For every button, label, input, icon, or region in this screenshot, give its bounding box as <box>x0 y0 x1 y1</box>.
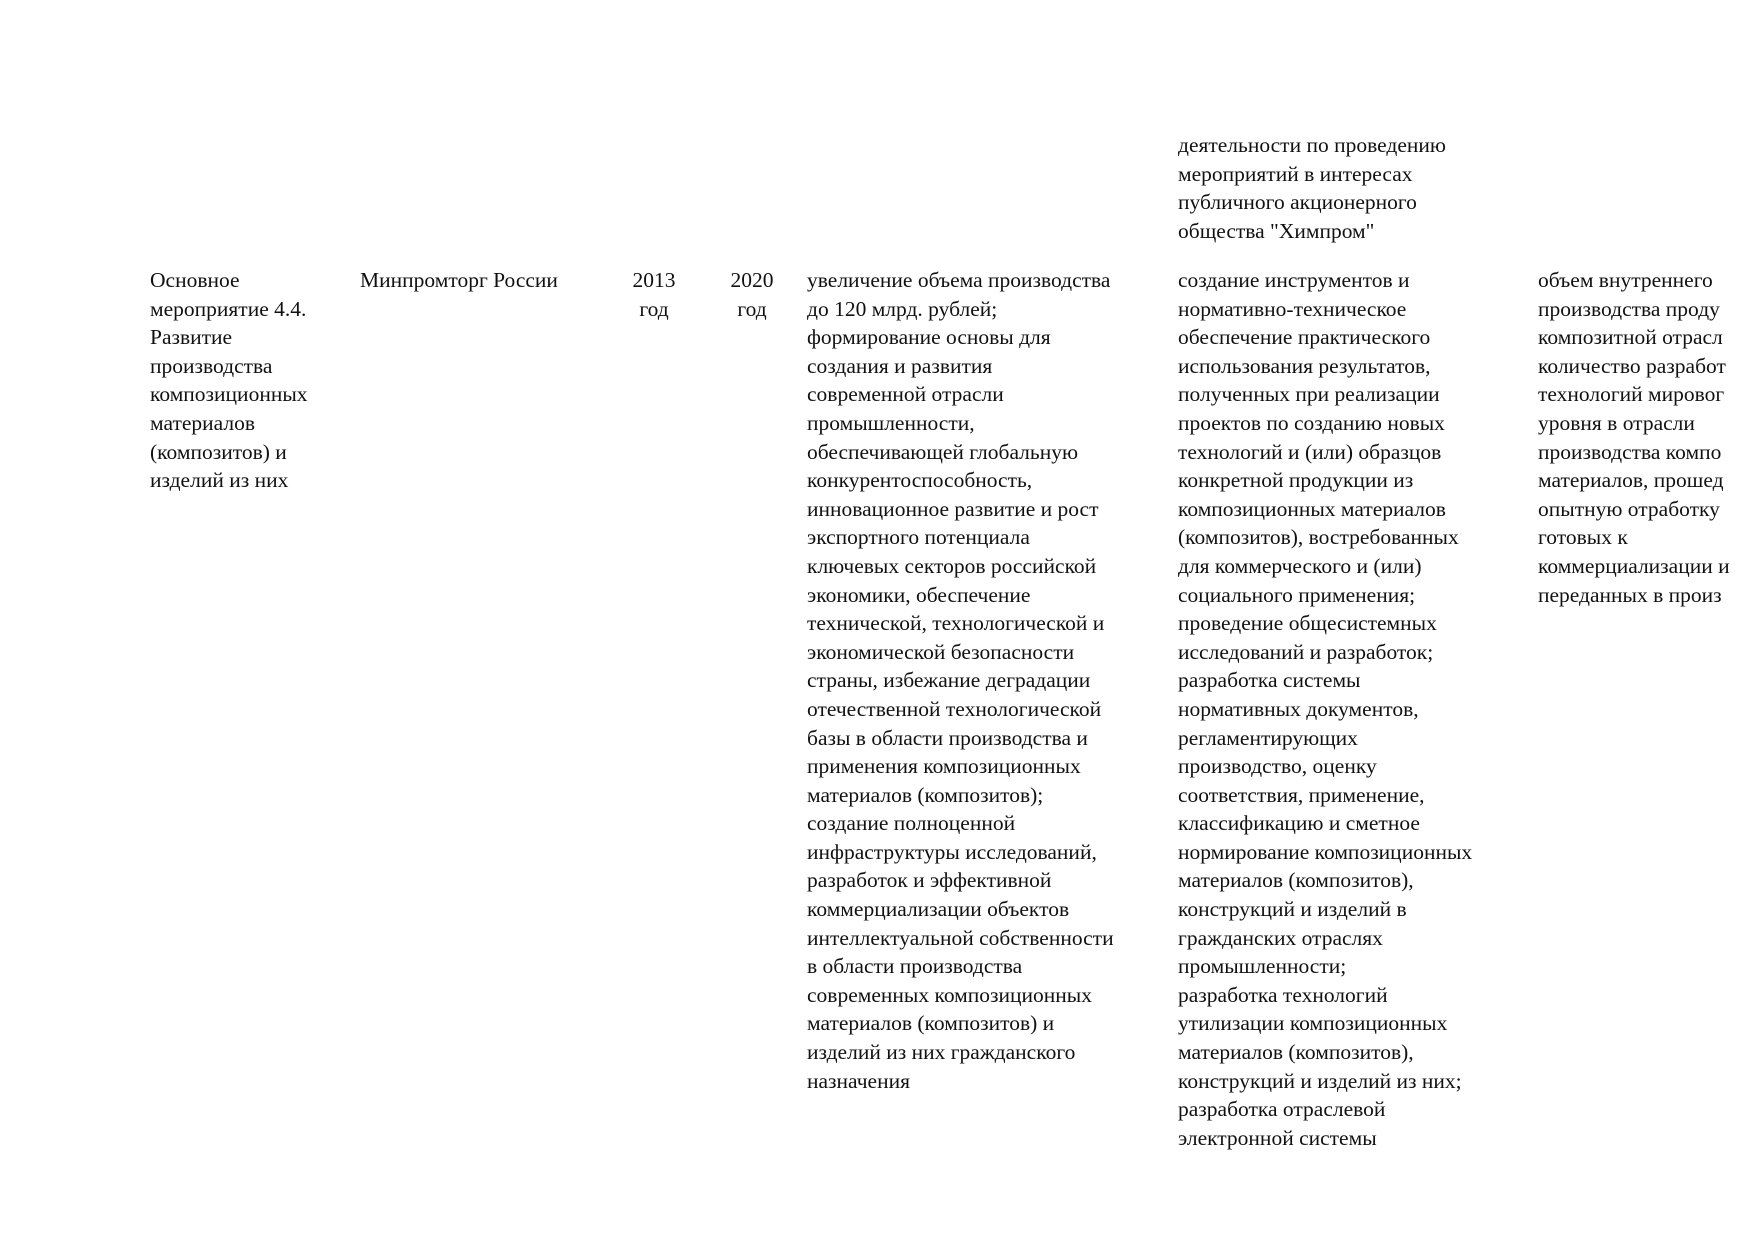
indicator-line: готовых к <box>1538 525 1628 550</box>
expected-result-cell <box>807 266 1167 1095</box>
expected-result-line: промышленности, <box>807 410 975 435</box>
measure-name-line: Основное <box>150 268 240 292</box>
description-line: производство, оценку <box>1178 754 1377 779</box>
measure-name-line: изделий из них <box>150 468 289 493</box>
description-line: конструкций и изделий из них; <box>1178 1068 1462 1093</box>
description-line: использования результатов, <box>1178 353 1431 378</box>
indicator-line: технологий мировог <box>1538 382 1725 407</box>
description-line: нормативно-техническое <box>1178 296 1407 321</box>
continuation-line: публичного акционерного <box>1178 190 1417 215</box>
expected-result-line: разработок и эффективной <box>807 868 1052 893</box>
expected-result-line: интеллектуальной собственности <box>807 925 1114 950</box>
executor-text: Минпромторг России <box>360 268 558 292</box>
description-line: конструкций и изделий в <box>1178 897 1407 922</box>
indicator-line: коммерциализации и <box>1538 553 1730 578</box>
continuation-line: деятельности по проведению <box>1178 133 1446 157</box>
expected-result-line: создание полноценной <box>807 811 1016 836</box>
description-line: материалов (композитов), <box>1178 1040 1414 1065</box>
description-line: проектов по созданию новых <box>1178 410 1445 435</box>
expected-result-line: конкурентоспособность, <box>807 468 1033 493</box>
description-line: соответствия, применение, <box>1178 782 1425 807</box>
description-line: разработка технологий <box>1178 982 1388 1007</box>
expected-result-line: современной отрасли <box>807 382 1004 407</box>
description-line: конкретной продукции из <box>1178 468 1414 493</box>
end-year-unit: год <box>737 296 767 321</box>
description-line: регламентирующих <box>1178 725 1358 750</box>
expected-result-line: экспортного потенциала <box>807 525 1030 550</box>
expected-result-line: создания и развития <box>807 353 993 378</box>
indicator-line: композитной отрасл <box>1538 325 1723 350</box>
expected-result-line: материалов (композитов) и <box>807 1011 1055 1036</box>
description-line: промышленности; <box>1178 954 1347 979</box>
measure-name-line: мероприятие 4.4. <box>150 296 307 321</box>
description-line: полученных при реализации <box>1178 382 1440 407</box>
description-line: электронной системы <box>1178 1125 1377 1150</box>
description-line: для коммерческого и (или) <box>1178 553 1422 578</box>
description-line: гражданских отраслях <box>1178 925 1383 950</box>
description-line: нормативных документов, <box>1178 696 1419 721</box>
indicator-line: производства компо <box>1538 439 1722 464</box>
end-year: 2020 <box>730 268 774 292</box>
expected-result-line: отечественной технологической <box>807 696 1102 721</box>
indicator-line: опытную отработку <box>1538 496 1720 521</box>
end-year-cell <box>718 266 786 323</box>
description-line: разработка системы <box>1178 668 1361 693</box>
description-line: обеспечение практического <box>1178 325 1431 350</box>
indicator-line: уровня в отрасли <box>1538 410 1695 435</box>
expected-result-line: формирование основы для <box>807 325 1051 350</box>
start-year: 2013 <box>632 268 676 292</box>
indicator-line: количество разработ <box>1538 353 1726 378</box>
description-line: утилизации композиционных <box>1178 1011 1448 1036</box>
implementation-description-cell <box>1178 266 1528 1152</box>
expected-result-line: материалов (композитов); <box>807 782 1044 807</box>
expected-result-line: изделий из них гражданского <box>807 1040 1076 1065</box>
measure-name-line: производства <box>150 353 273 378</box>
expected-result-line: назначения <box>807 1068 910 1093</box>
expected-result-line: в области производства <box>807 954 1023 979</box>
continuation-line: мероприятий в интересах <box>1178 161 1413 186</box>
description-line: разработка отраслевой <box>1178 1097 1386 1122</box>
expected-result-line: инновационное развитие и рост <box>807 496 1099 521</box>
measure-name-cell <box>150 266 350 495</box>
expected-result-line: применения композиционных <box>807 754 1081 779</box>
expected-result-line: базы в области производства и <box>807 725 1088 750</box>
description-line: нормирование композиционных <box>1178 839 1473 864</box>
description-line: (композитов), востребованных <box>1178 525 1459 550</box>
indicator-line: материалов, прошед <box>1538 468 1724 493</box>
executor-cell <box>360 266 610 295</box>
start-year-unit: год <box>639 296 669 321</box>
description-line: исследований и разработок; <box>1178 639 1434 664</box>
indicator-line: объем внутреннего <box>1538 268 1713 292</box>
continuation-line: общества "Химпром" <box>1178 218 1375 243</box>
measure-name-line: Развитие <box>150 325 233 350</box>
expected-result-line: до 120 млрд. рублей; <box>807 296 998 321</box>
indicator-line: производства проду <box>1538 296 1720 321</box>
measure-name-line: композиционных <box>150 382 308 407</box>
expected-result-line: обеспечивающей глобальную <box>807 439 1079 464</box>
description-line: проведение общесистемных <box>1178 611 1437 636</box>
description-line: материалов (композитов), <box>1178 868 1414 893</box>
expected-result-line: коммерциализации объектов <box>807 897 1070 922</box>
indicator-line: переданных в произ <box>1538 582 1722 607</box>
indicators-cell <box>1538 266 1754 609</box>
expected-result-line: экономической безопасности <box>807 639 1075 664</box>
expected-result-line: страны, избежание деградации <box>807 668 1091 693</box>
expected-result-line: современных композиционных <box>807 982 1092 1007</box>
description-line: технологий и (или) образцов <box>1178 439 1442 464</box>
description-line: создание инструментов и <box>1178 268 1410 292</box>
expected-result-line: увеличение объема производства <box>807 268 1111 292</box>
continuation-text-block <box>1178 131 1518 245</box>
measure-name-line: (композитов) и <box>150 439 287 464</box>
expected-result-line: экономики, обеспечение <box>807 582 1031 607</box>
expected-result-line: технической, технологической и <box>807 611 1105 636</box>
start-year-cell <box>620 266 688 323</box>
expected-result-line: ключевых секторов российской <box>807 553 1097 578</box>
expected-result-line: инфраструктуры исследований, <box>807 839 1097 864</box>
description-line: композиционных материалов <box>1178 496 1446 521</box>
description-line: социального применения; <box>1178 582 1416 607</box>
measure-name-line: материалов <box>150 410 256 435</box>
description-line: классификацию и сметное <box>1178 811 1420 836</box>
